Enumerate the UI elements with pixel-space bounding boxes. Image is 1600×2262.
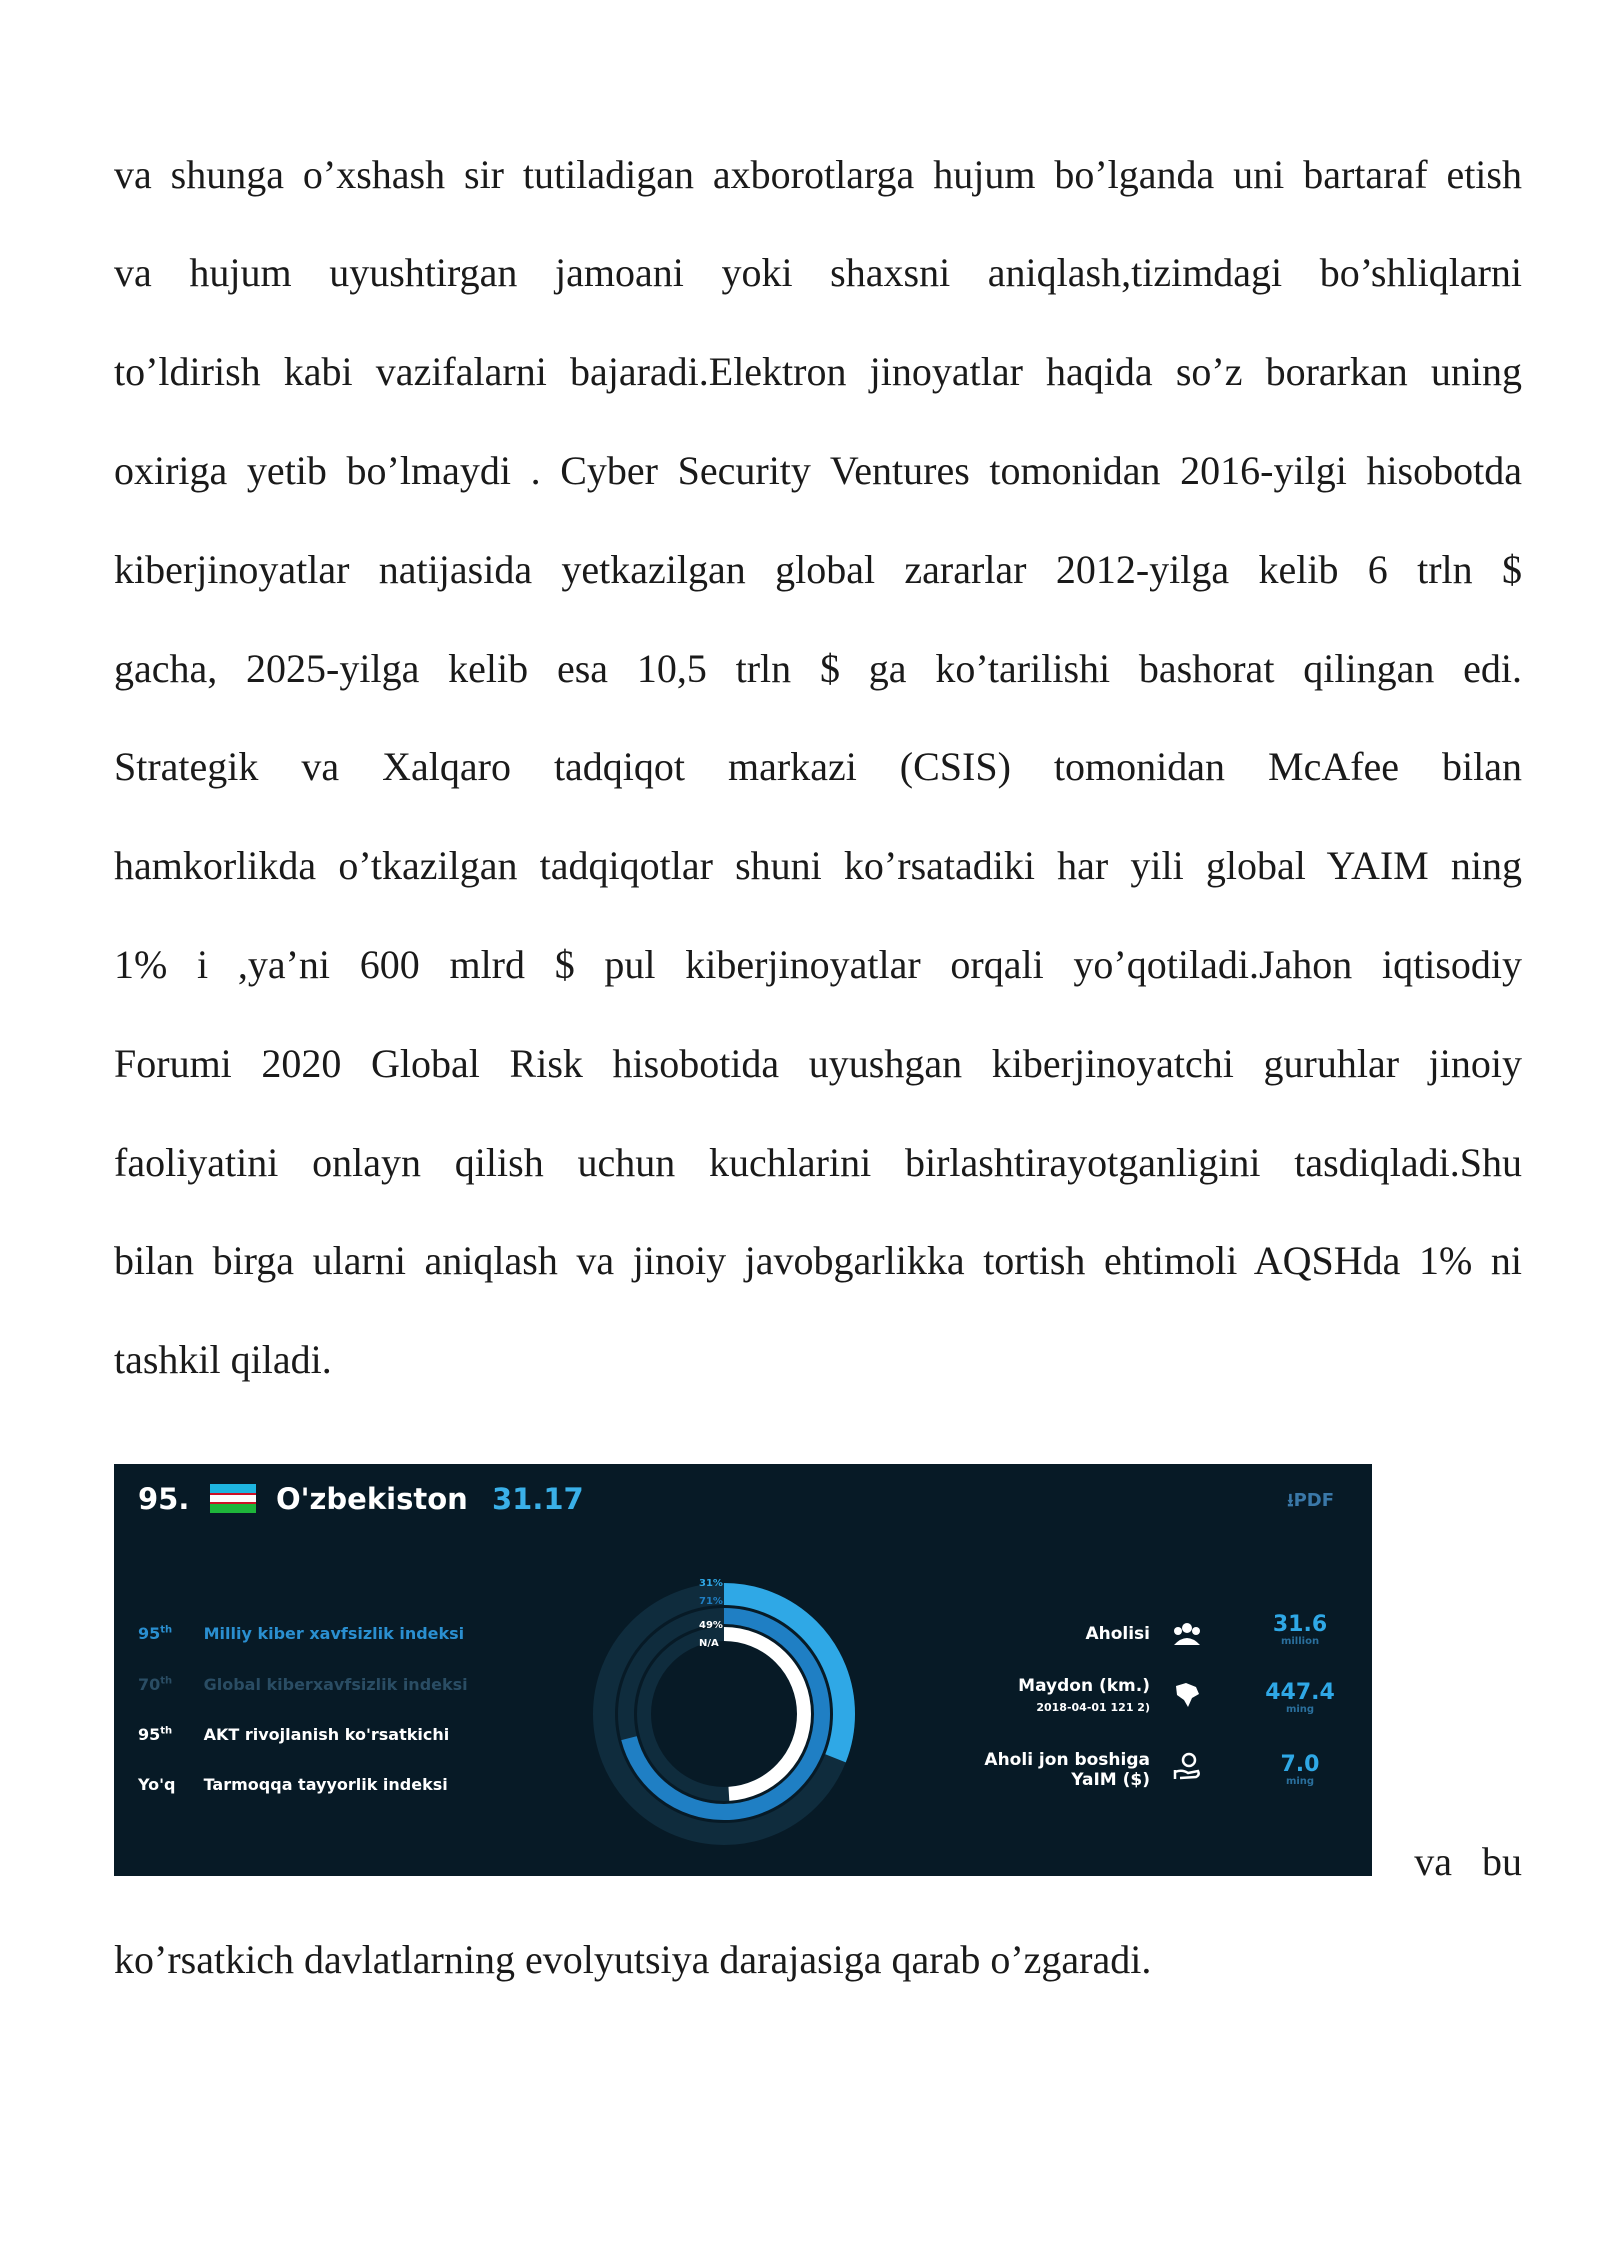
index-rank: Yo'q — [138, 1775, 176, 1794]
country-rank: 95. — [138, 1482, 190, 1516]
index-label: Milliy kiber xavfsizlik indeksi — [203, 1624, 465, 1643]
donut-label: 31% — [699, 1578, 723, 1589]
country-score: 31.17 — [492, 1482, 584, 1516]
index-label: Global kiberxavfsizlik indeksi — [203, 1675, 468, 1694]
donut-label: 49% — [699, 1620, 723, 1631]
stat-value-area: 447.4 ming — [1265, 1680, 1335, 1715]
flag-stripe-green — [210, 1504, 256, 1513]
paragraph-line: to’ldirish kabi vazifalarni bajaradi.Elektron jinoyatlar haqida so’z borarkan uning — [114, 349, 1522, 394]
paragraph-line: hamkorlikda o’tkazilgan tadqiqotlar shuni ko’rsatadiki har yili global YAIM ning — [114, 843, 1522, 888]
paragraph-line: oxiriga yetib bo’lmaydi . Cyber Security Ventures tomonidan 2016-yilgi hisobotda — [114, 448, 1522, 493]
paragraph-line: kiberjinoyatlar natijasida yetkazilgan global zararlar 2012-yilga kelib 6 trln $ — [114, 547, 1522, 592]
donut-label: 71% — [699, 1596, 723, 1607]
index-row — [138, 1775, 448, 1794]
stat-label-area: Maydon (km.) 2018-04-01 121 2) — [1018, 1676, 1150, 1714]
paragraph-line: faoliyatini onlayn qilish uchun kuchlarini birlashtirayotganligini tasdiqladi.Shu — [114, 1140, 1522, 1185]
index-rank: 95th — [138, 1624, 173, 1643]
index-label: AKT rivojlanish ko'rsatkichi — [203, 1725, 450, 1744]
download-icon: ⭳ — [1287, 1490, 1294, 1511]
donut-chart — [574, 1564, 874, 1864]
index-label: Tarmoqqa tayyorlik indeksi — [203, 1775, 448, 1794]
country-cybersecurity-card — [114, 1464, 1372, 1876]
stat-label-population: Aholisi — [1085, 1624, 1150, 1644]
stat-label-gdp-per-capita: Aholi jon boshiga YaIM ($) — [984, 1750, 1150, 1790]
index-row — [138, 1675, 468, 1694]
closing-sentence: ko’rsatkich davlatlarning evolyutsiya darajasiga qarab o’zgaradi. — [114, 1937, 1152, 1982]
paragraph-line: Forumi 2020 Global Risk hisobotida uyushgan kiberjinoyatchi guruhlar jinoiy — [114, 1041, 1522, 1086]
paragraph-line: va hujum uyushtirgan jamoani yoki shaxsni aniqlash,tizimdagi bo’shliqlarni — [114, 250, 1522, 295]
uzbekistan-flag-icon — [210, 1484, 256, 1515]
paragraph-line: Strategik va Xalqaro tadqiqot markazi (CSIS) tomonidan McAfee bilan — [114, 744, 1522, 789]
country-name: O'zbekiston — [276, 1482, 468, 1516]
index-rank: 95th — [138, 1725, 173, 1744]
donut-label: N/A — [699, 1638, 719, 1649]
trailing-text: va bu — [1414, 1839, 1522, 1884]
paragraph-line: gacha, 2025-yilga kelib esa 10,5 trln $ ga ko’tarilishi bashorat qilingan edi. — [114, 646, 1522, 691]
stat-value-population: 31.6 million — [1272, 1612, 1328, 1647]
paragraph-line: va shunga o’xshash sir tutiladigan axborotlarga hujum bo’lganda uni bartaraf etish — [114, 152, 1522, 197]
paragraph-line: bilan birga ularni aniqlash va jinoiy javobgarlikka tortish ehtimoli AQSHda 1% ni — [114, 1238, 1522, 1283]
paragraph-line-last: tashkil qiladi. — [114, 1337, 332, 1382]
index-row — [138, 1624, 464, 1643]
index-rank: 70th — [138, 1675, 173, 1694]
people-icon — [1172, 1619, 1202, 1649]
map-icon — [1172, 1680, 1202, 1710]
money-hand-icon — [1172, 1752, 1202, 1782]
pdf-label: PDF — [1293, 1490, 1334, 1511]
index-row — [138, 1725, 449, 1744]
stat-value-gdp-per-capita: 7.0 ming — [1280, 1752, 1320, 1787]
paragraph-line: 1% i ,ya’ni 600 mlrd $ pul kiberjinoyatlar orqali yo’qotiladi.Jahon iqtisodiy — [114, 942, 1522, 987]
pdf-download-button[interactable] — [1287, 1488, 1334, 1518]
flag-stripe-white — [210, 1493, 256, 1504]
flag-stripe-blue — [210, 1484, 256, 1493]
